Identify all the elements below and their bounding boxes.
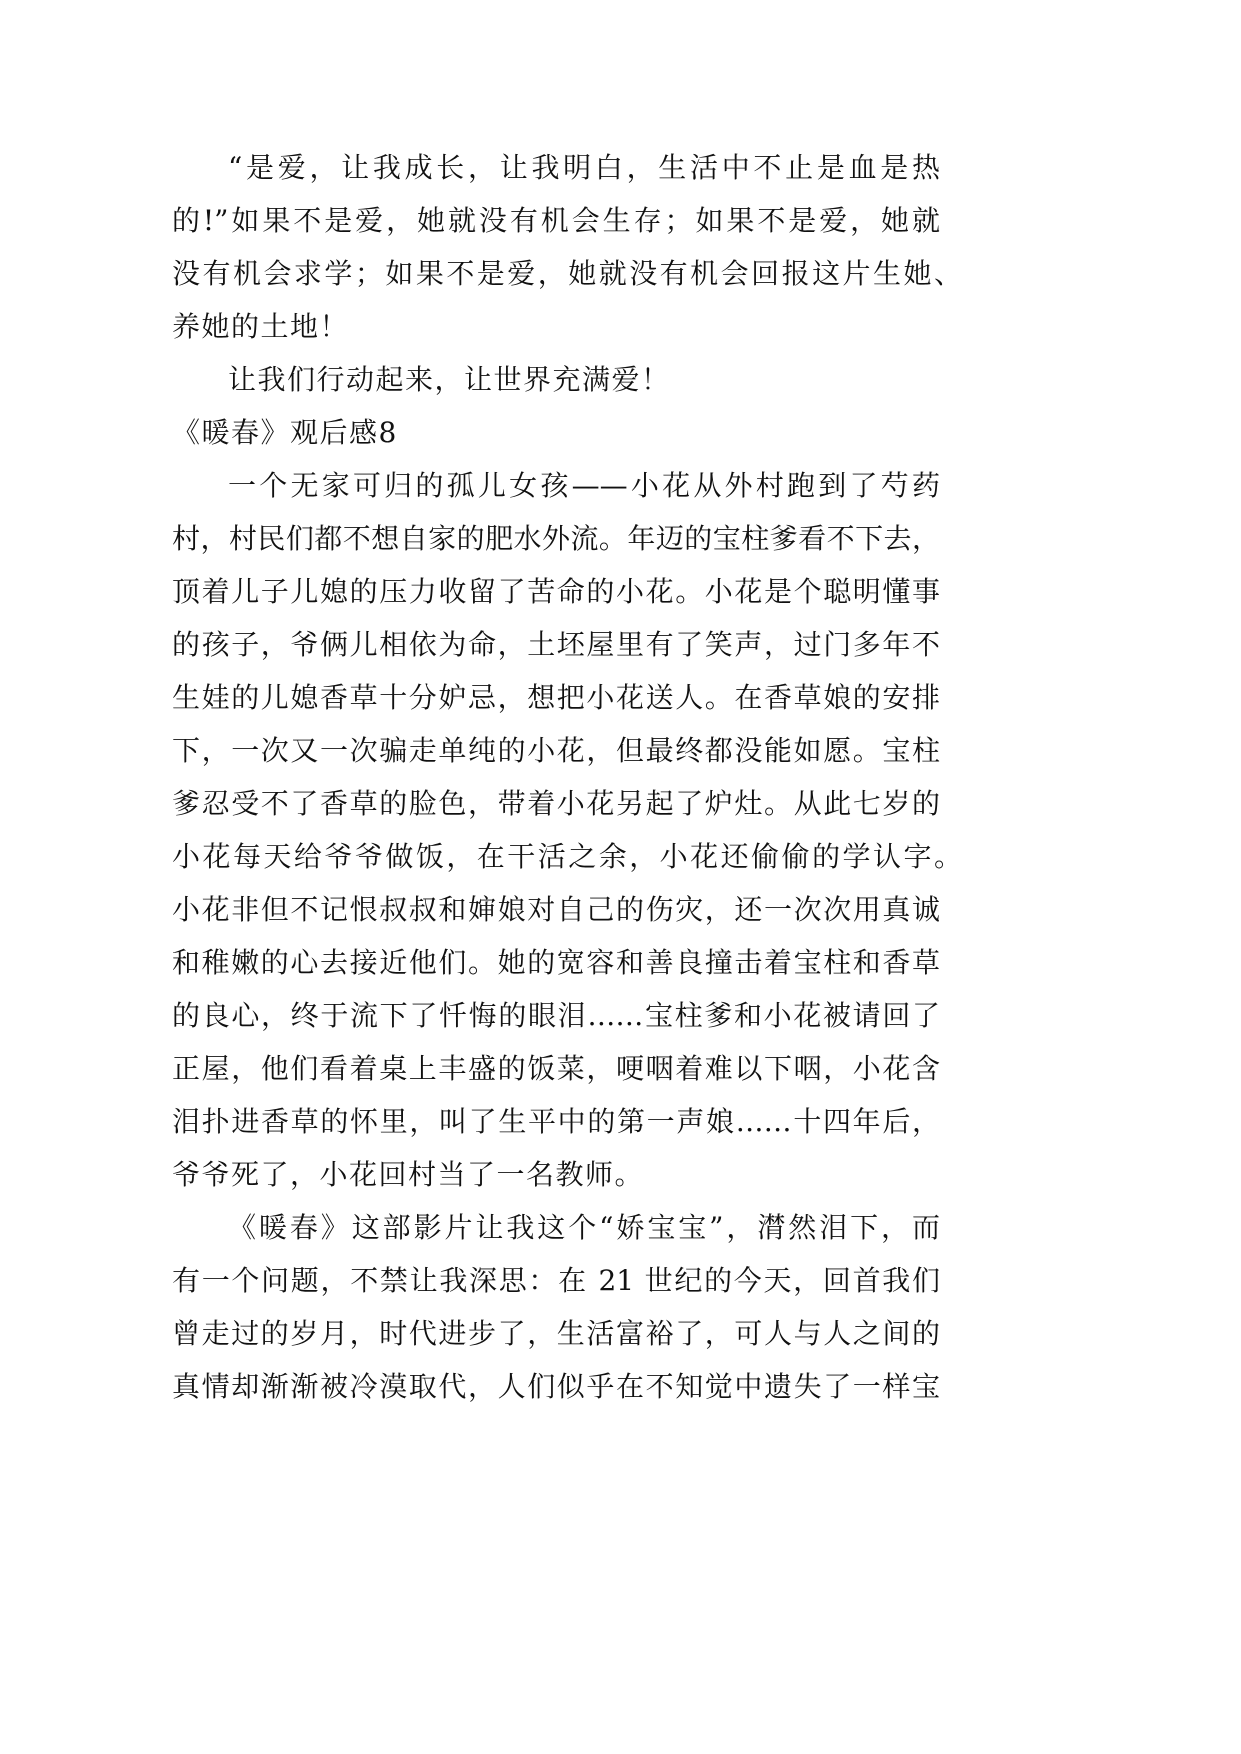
text-line: 小花非但不记恨叔叔和婶娘对自己的伤灾，还一次次用真诚 [172, 893, 940, 926]
essay-section [172, 406, 992, 1413]
text-line: 的良心，终于流下了忏悔的眼泪……宝柱爹和小花被请回了 [172, 999, 940, 1032]
text-line: 没有机会求学；如果不是爱，她就没有机会回报这片生她、 [172, 257, 962, 290]
page-content [172, 141, 992, 1413]
previous-section [172, 141, 992, 406]
text-line: 有一个问题，不禁让我深思：在 21 世纪的今天，回首我们 [172, 1264, 940, 1297]
text-line: 的!”如果不是爱，她就没有机会生存；如果不是爱，她就 [172, 204, 940, 237]
text-line: 养她的土地！ [172, 310, 350, 343]
text-line: 小花每天给爷爷做饭，在干活之余，小花还偷偷的学认字。 [172, 840, 962, 873]
paragraph [172, 141, 992, 353]
section-heading-block [172, 406, 992, 459]
text-line: 和稚嫩的心去接近他们。她的宽容和善良撞击着宝柱和香草 [172, 946, 940, 979]
text-line: 村，村民们都不想自家的肥水外流。年迈的宝柱爹看不下去， [172, 522, 940, 555]
text-line: 顶着儿子儿媳的压力收留了苦命的小花。小花是个聪明懂事 [172, 575, 940, 608]
text-line: 爹忍受不了香草的脸色，带着小花另起了炉灶。从此七岁的 [172, 787, 940, 820]
text-line: “是爱，让我成长，让我明白，生活中不止是血是热 [228, 151, 940, 184]
text-line: 生娃的儿媳香草十分妒忌，想把小花送人。在香草娘的安排 [172, 681, 940, 714]
text-line: 泪扑进香草的怀里，叫了生平中的第一声娘……十四年后， [172, 1105, 940, 1138]
text-line: 的孩子，爷俩儿相依为命，土坯屋里有了笑声，过门多年不 [172, 628, 940, 661]
paragraph [172, 1201, 992, 1413]
paragraph [172, 353, 992, 406]
text-line: 爷爷死了，小花回村当了一名教师。 [172, 1158, 645, 1191]
section-title: 《暖春》观后感8 [172, 416, 398, 449]
text-line: 一个无家可归的孤儿女孩——小花从外村跑到了芍药 [228, 469, 940, 502]
text-line: 曾走过的岁月，时代进步了，生活富裕了，可人与人之间的 [172, 1317, 940, 1350]
paragraph [172, 459, 992, 1201]
text-line: 正屋，他们看着桌上丰盛的饭菜，哽咽着难以下咽，小花含 [172, 1052, 940, 1085]
text-line: 下，一次又一次骗走单纯的小花，但最终都没能如愿。宝柱 [172, 734, 940, 767]
text-line: 《暖春》这部影片让我这个“娇宝宝”，潸然泪下，而 [228, 1211, 940, 1244]
text-line: 让我们行动起来，让世界充满爱！ [228, 363, 671, 396]
text-line: 真情却渐渐被冷漠取代，人们似乎在不知觉中遗失了一样宝 [172, 1370, 940, 1403]
